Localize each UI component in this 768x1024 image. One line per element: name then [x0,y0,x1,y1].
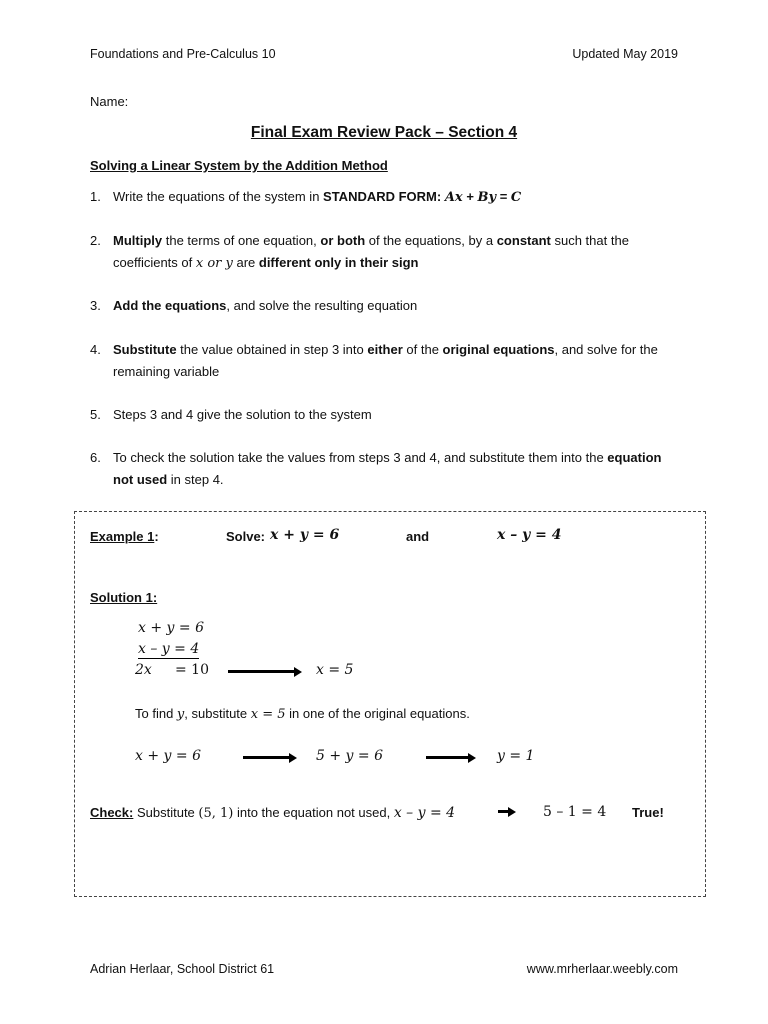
solution-label: Solution 1: [90,590,158,605]
step-text: Substitute the value obtained in step 3 into either of the original equations, and solve for the remaining variable [113,342,658,379]
example-label: Example 1: [90,529,159,544]
example-eq2: x – y = 4 [497,527,562,543]
header-course: Foundations and Pre-Calculus 10 [90,47,276,61]
step-number: 6. [90,450,101,465]
sub-step-a: x + y = 6 [135,748,201,764]
arrow-1-icon [228,670,296,673]
check-true: True! [632,805,664,820]
footer-website[interactable]: www.mrherlaar.weebly.com [526,962,678,976]
solution-line-2: x – y = 4 [138,641,200,657]
solution-line-3-right: = 10 [175,662,209,678]
solution-line-3-result: x = 5 [316,662,354,678]
step-text: Add the equations, and solve the resulting equation [113,298,418,313]
step-3 [90,295,690,317]
and-label: and [406,529,430,544]
step-text: Steps 3 and 4 give the solution to the system [113,407,372,422]
name-label: Name: [90,94,129,109]
header-updated: Updated May 2019 [572,47,678,61]
step-1 [90,186,690,208]
sub-step-c: y = 1 [497,748,535,764]
solve-label: Solve: [226,529,266,544]
step-number: 4. [90,342,101,357]
step-text: Write the equations of the system in STANDARD FORM: Ax + By = C [113,189,522,205]
solution-line-3-left: 2x [135,662,152,678]
check-line: Check: Substitute (5, 1) into the equation not used, x – y = 4 [90,805,456,821]
solution-line-1: x + y = 6 [138,620,204,636]
arrow-3-icon [426,756,470,759]
step-number: 2. [90,233,101,248]
step-text: Multiply the terms of one equation, or both of the equations, by a constant such that the coefficients of x or y are different only in their sign [113,233,629,271]
example-box [74,511,706,897]
check-result: 5 – 1 = 4 [543,804,607,820]
step-5 [90,404,690,426]
step-number: 3. [90,298,101,313]
find-text: To find y, substitute x = 5 in one of the original equations. [135,706,470,722]
step-4 [90,339,690,383]
step-6 [90,447,690,491]
arrow-2-icon [243,756,291,759]
step-number: 5. [90,407,101,422]
section-subtitle: Solving a Linear System by the Addition Method [90,158,388,173]
step-number: 1. [90,189,101,204]
step-text: To check the solution take the values from steps 3 and 4, and substitute them into the equation not used in step 4. [113,450,662,487]
arrow-4-icon [498,810,510,813]
step-2 [90,230,690,274]
sub-step-b: 5 + y = 6 [316,748,383,764]
example-eq1: x + y = 6 [270,527,340,543]
footer-author: Adrian Herlaar, School District 61 [90,962,275,976]
page-title: Final Exam Review Pack – Section 4 [250,124,518,141]
